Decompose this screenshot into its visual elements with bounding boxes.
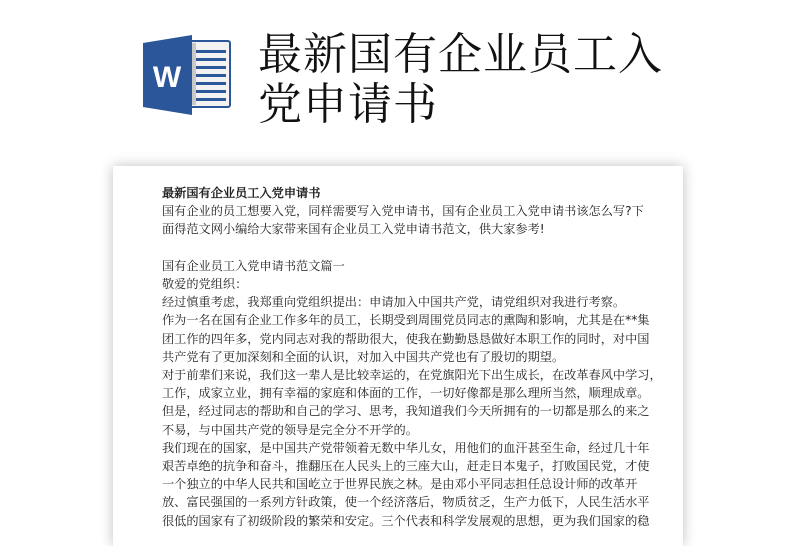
paragraph-line: 我们现在的国家，是中国共产党带领着无数中华儿女，用他们的血汗甚至生命，经过几十年 [162,440,650,455]
svg-text:W: W [152,61,182,94]
paragraph-line: 一个独立的中华人民共和国屹立于世界民族之林。是由邓小平同志担任总设计师的改革开 [162,477,638,492]
paragraph-line: 放、富民强国的一系列方针政策，使一个经济落后，物质贫乏，生产力低下，人民生活水平 [162,495,650,510]
paragraph-line: 不易，与中国共产党的领导是完全分不开学的。 [162,422,418,437]
word-document-icon [140,33,232,117]
document-page [113,166,683,546]
header [0,0,800,150]
paragraph-line: 艰苦卓绝的抗争和奋斗，推翻压在人民头上的三座大山，赶走日本鬼子，打败国民党，才使 [162,459,650,474]
page-title: 最新国有企业员工入党申请书 [258,29,663,130]
document-heading: 最新国有企业员工入党申请书 [162,186,321,200]
paragraph-line: 作为一名在国有企业工作多年的员工，长期受到周围党员同志的熏陶和影响，尤其是在**集 [162,313,650,328]
paragraph-line [162,239,652,257]
paragraph-line: 对于前辈们来说，我们这一辈人是比较幸运的，在党旗阳光下出生成长，在改革春风中学习， [162,368,662,383]
paragraph-line: 工作，成家立业，拥有幸福的家庭和体面的工作，一切好像都是那么理所当然，顺理成章。 [162,386,650,401]
paragraph-line: 共产党有了更加深刻和全面的认识，对加入中国共产党也有了殷切的期望。 [162,349,565,364]
paragraph-line: 国有企业的员工想要入党，同样需要写入党申请书，国有企业员工入党申请书该怎么写?下 [162,204,644,219]
document-body [162,184,662,530]
paragraph-line: 很低的国家有了初级阶段的繁荣和安定。三个代表和科学发展观的思想，更为我们国家的稳 [162,513,650,528]
paragraph-line: 敬爱的党组织： [162,277,248,292]
paragraph-line: 团工作的四年多，党内同志对我的帮助很大，使我在勤勤恳恳做好本职工作的同时，对中国 [162,331,650,346]
paragraph-line: 经过慎重考虑，我郑重向党组织提出：申请加入中国共产党，请党组织对我进行考察。 [162,295,626,310]
paragraph-line: 面得范文网小编给大家带来国有企业员工入党申请书范文，供大家参考! [162,222,545,237]
paragraph-line: 但是，经过同志的帮助和自己的学习、思考，我知道我们今天所拥有的一切都是那么的来之 [162,404,650,419]
paragraph-line: 国有企业员工入党申请书范文篇一 [162,258,345,273]
